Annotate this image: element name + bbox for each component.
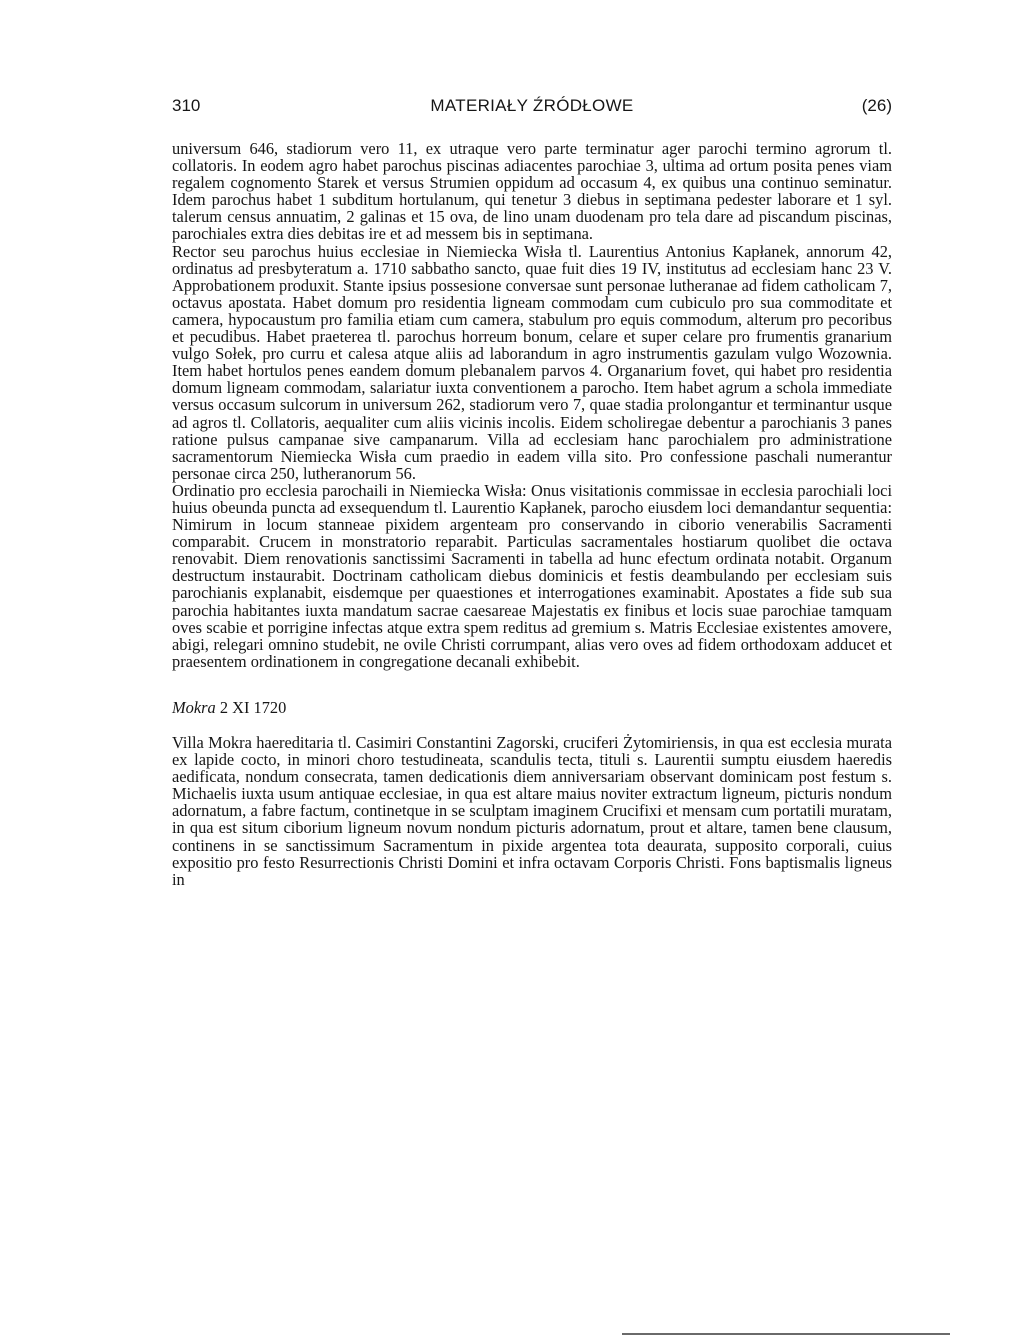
text-body <box>172 140 892 888</box>
paragraph: Villa Mokra haereditaria tl. Casimiri Constantini Zagorski, cruciferi Żytomiriensis, in qua est ecclesia murata ex lapide cocto, in minori choro testudineata, scandulis tecta, tituli s. Laurentii sumptu eiusdem haeredis aedificata, nondum consecrata, tamen dedicationis diem anniversariam observant dominicam post festum s. Michaelis iuxta usum antiquae ecclesiae, in qua est altare maius noviter extractum ligneum, picturis nondum adornatum, a fabre factum, continetque in se sculptam imaginem Crucifixi et mensam cum portatili muratam, in qua est situm ciborium ligneum novum nondum picturis adornatum, prout et altare, tamen bene clausum, continens in se sanctissimum Sacramentum in pixide argentea tota deaurata, supposito corporali, cuius expositio pro festo Resurrectionis Christi Domini et infra octavam Corporis Christi. Fons baptismalis ligneus in <box>172 733 892 889</box>
place-name: Mokra <box>172 697 216 717</box>
running-title: MATERIAŁY ŹRÓDŁOWE <box>430 96 634 115</box>
place-date-heading <box>172 699 892 716</box>
date: 2 XI 1720 <box>219 697 287 717</box>
paragraph: universum 646, stadiorum vero 11, ex utraque vero parte terminatur ager parochi termino agrorum tl. collatoris. In eodem agro habet parochus piscinas adiacentes parochiae 3, ultima ad ortum posita penes viam regalem cognomento Starek et versus Strumien oppidum ad occasum 4, ex quibus una continuo seminatur. Idem parochus habet 1 subditum hortulanum, qui tenetur 3 diebus in septimana pedester laborare et 1 syl. talerum census annuatim, 2 galinas et 15 ova, de lino unam duodenam pro tela dare ad piscandum piscinas, parochiales extra dies debitas ire et ad messem bis in septimana. <box>172 139 892 244</box>
paragraph: Rector seu parochus huius ecclesiae in Niemiecka Wisła tl. Laurentius Antonius Kapłanek, annorum 42, ordinatus ad presbyteratum a. 1710 sabbatho sancto, quae fuit dies 19 IV, institutus ad ecclesiam hanc 23 V. Approbationem produxit. Stante ipsius possesione conversae sunt personae lutheranae ad fidem catholicam 7, octavus apostata. Habet domum pro residentia ligneam commodam cum cubiculo pro sua commoditate et camera, hypocaustum pro familia etiam cum camera, stabulum pro equis commodum, alterum pro pecoribus et pecudibus. Habet praeterea tl. parochus horreum bonum, celare et super celare pro frumentis granarium vulgo Sołek, pro curru et calesa atque aliis ad laborandum in agro instrumentis gazulam vulgo Wozownia. Item habet hortulos penes eandem domum plebanalem parvos 4. Organarium fovet, qui habet pro residentia domum ligneam commodam, salariatur iuxta conventionem a parocho. Item habet agrum a schola immediate versus occasum sulcorum in universum 262, stadiorum vero 7, quae stadia prolongantur et terminantur usque ad agros tl. Collatoris, aequaliter cum aliis vicinis incolis. Eidem scholiregae debentur a parochianis 3 panes ratione pulsus campanae sive campanarum. Villa ad ecclesiam hanc parochialem pro administratione sacramentorum Niemiecka Wisła cum praedio in eadem villa sito. Pro confessione paschali numerantur personae circa 250, lutheranorum 56. <box>172 241 892 483</box>
running-header <box>172 96 892 122</box>
paragraph: Ordinatio pro ecclesia parochaili in Niemiecka Wisła: Onus visitationis commissae in ecclesia parochiali loci huius obeunda puncta ad exsequendum tl. Laurentio Kapłanek, parocho eiusdem loci demandantur sequentia: Nimirum in locum stanneae pixidem argenteam pro conservando in ciborio venerabilis Sacramenti comparabit. Crucem in monstratorio reparabit. Particulas sacramentales hostiarum quolibet die octava renovabit. Diem renovationis sanctissimi Sacramenti in tabella ad hunc efectum ordinata notabit. Organum destructum instaurabit. Doctrinam catholicam diebus dominicis et festis deambulando per ecclesiam suis parochianis explanabit, eisdemque per quaestiones et interrogationes examinabit. Apostates a fide sub sua parochia habitantes iuxta mandatum sacrae caesareae Majestatis ex finibus et locis suae parochiae tamquam oves scabie et porrigine infectas atque extra spem reditus ad gremium s. Matris Ecclesiae existentes amovere, abigi, relegari omnino studebit, ne ovile Christi corrumpant, alias vero oves ad fidem orthodoxam adducet et praesentem ordinationem in congregatione decanali exhibebit. <box>172 480 892 671</box>
page-number: 310 <box>172 96 201 115</box>
footer-rule <box>622 1333 950 1335</box>
section-number: (26) <box>861 96 892 115</box>
